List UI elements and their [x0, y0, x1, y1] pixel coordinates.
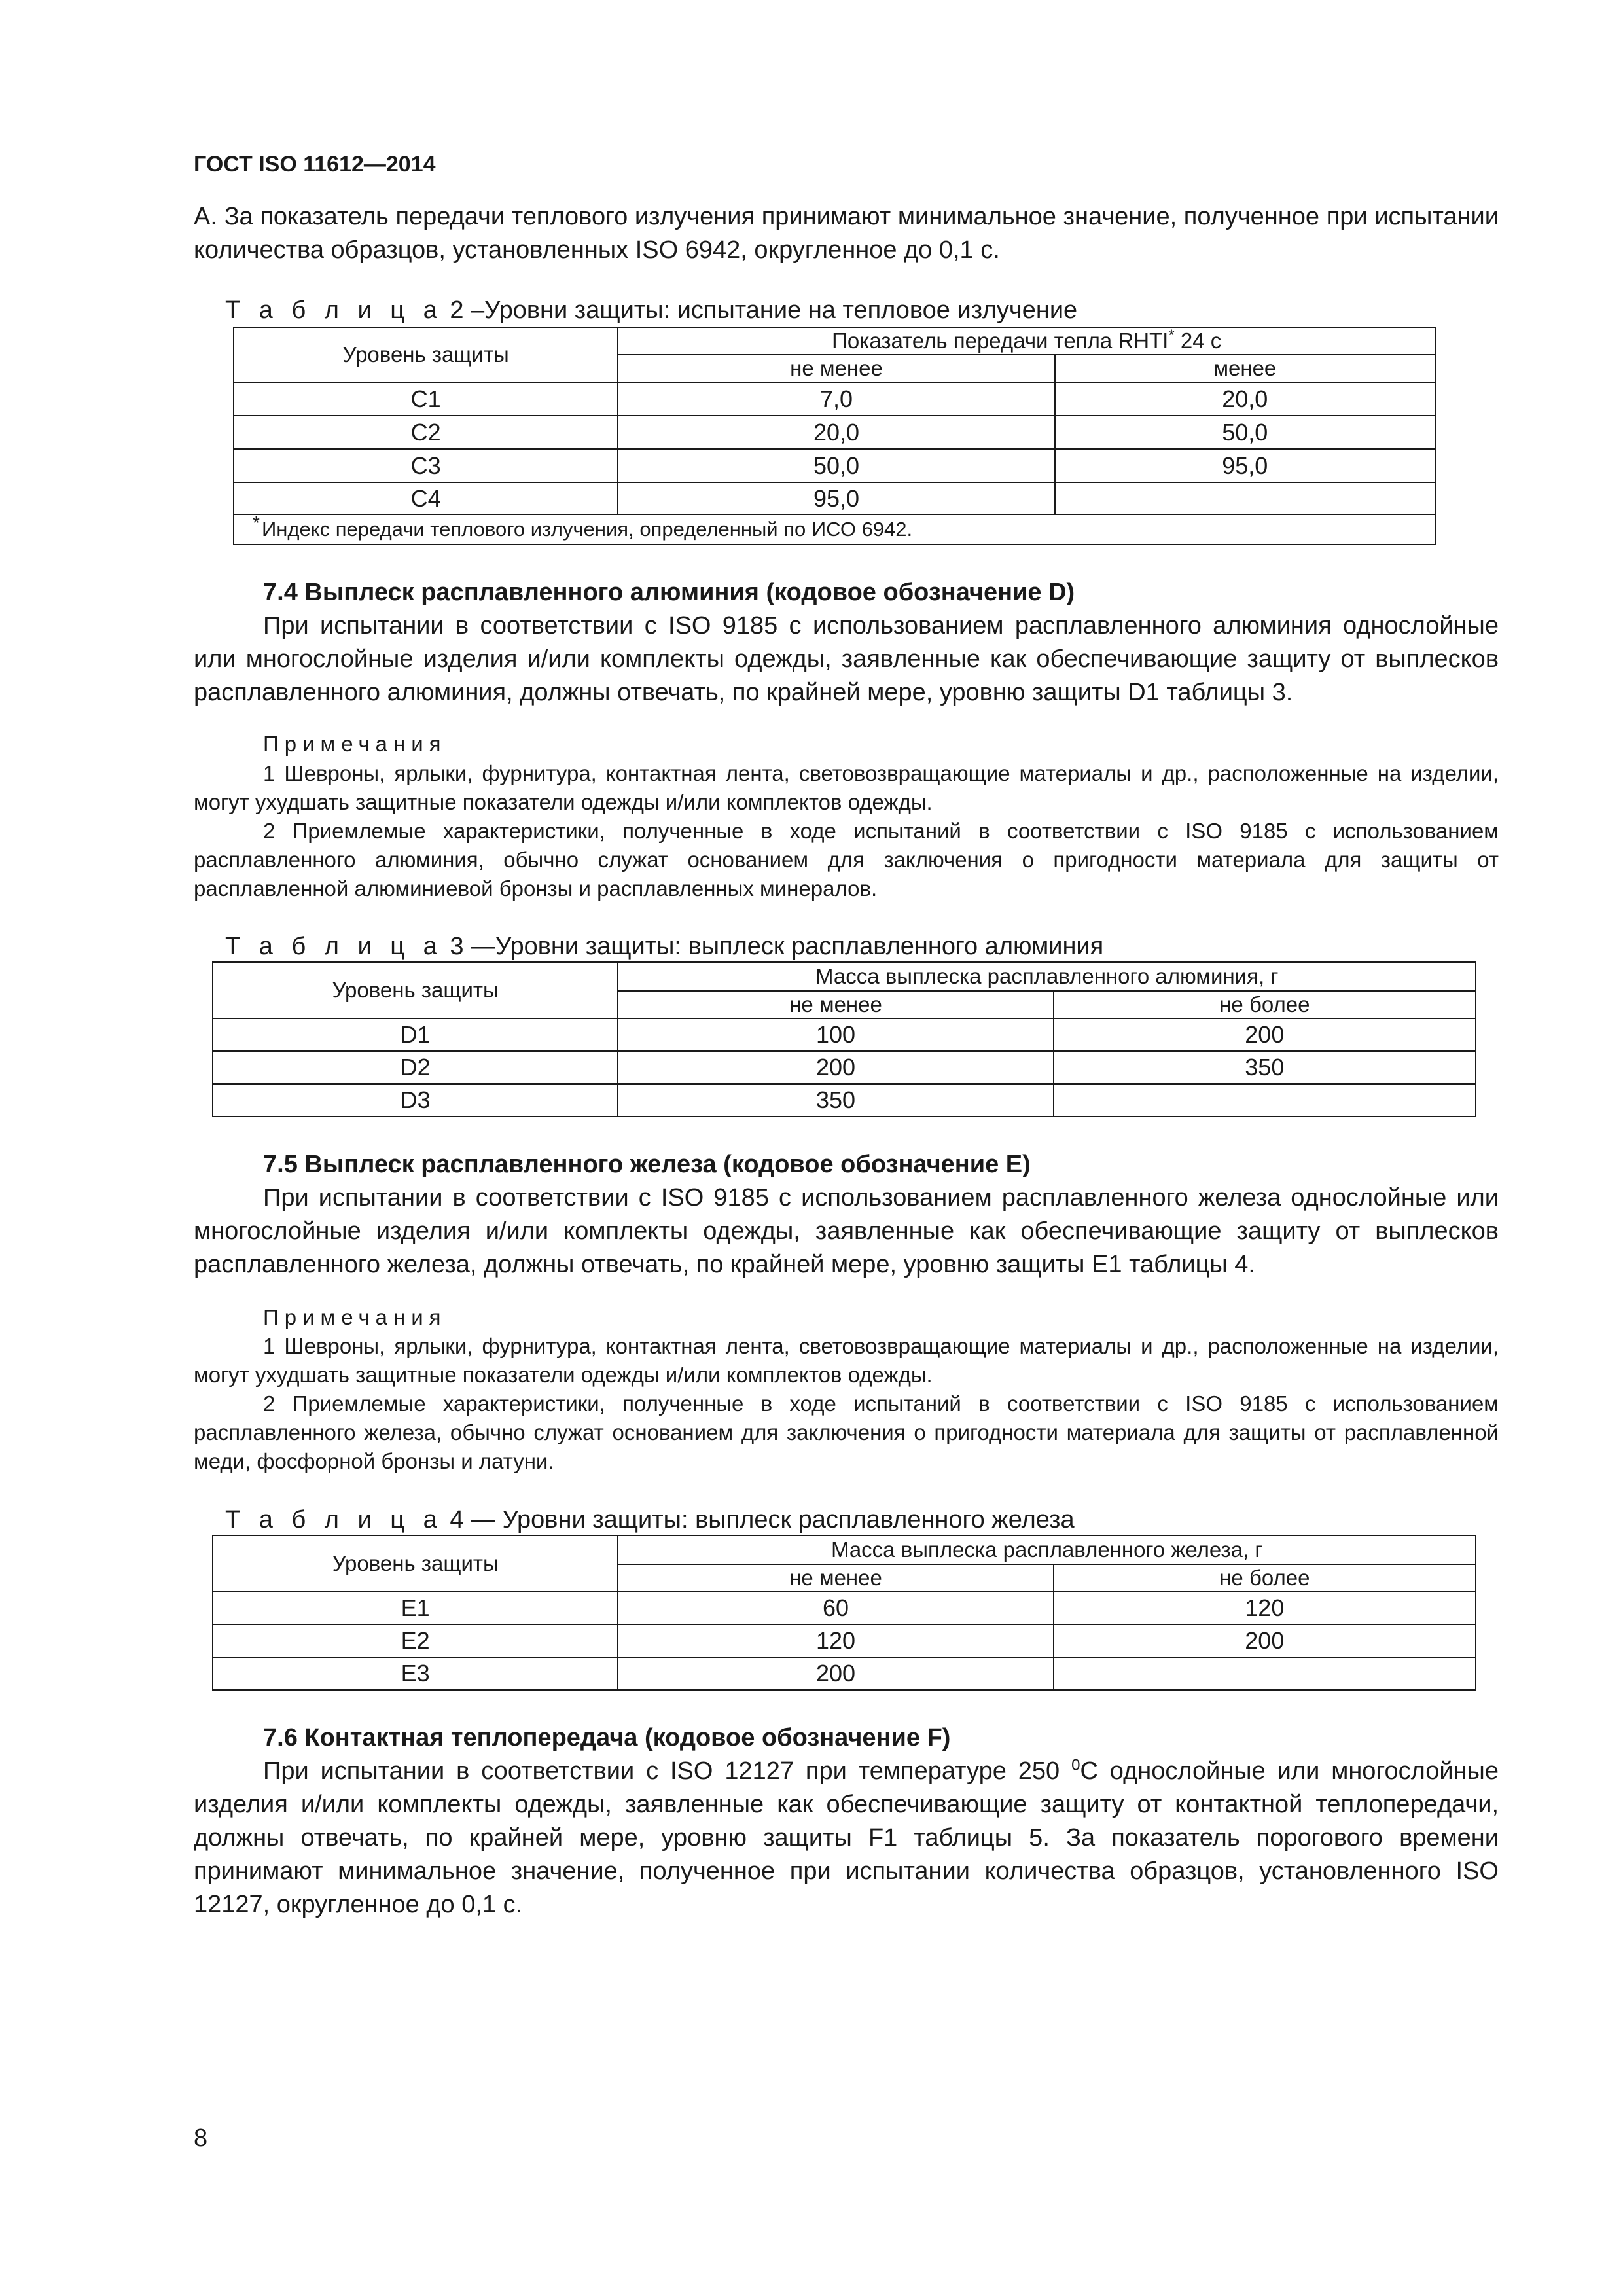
page-number: 8: [194, 2125, 208, 2152]
table2-cell-level: C2: [234, 416, 618, 449]
note-1: 1 Шевроны, ярлыки, фурнитура, контактная лента, световозвращающие материалы и др., расположенные на изделии, могут ухудшать защитные показатели одежды и/или комплектов одежды.: [194, 1334, 1499, 1387]
table3-caption-rest: 3 —Уровни защиты: выплеск расплавленного алюминия: [442, 933, 1104, 960]
table3-cell-min: 350: [618, 1084, 1053, 1117]
table2-cell-min: 95,0: [618, 482, 1054, 514]
table3-header-max: не более: [1054, 991, 1476, 1018]
table-row: [234, 482, 1435, 514]
document-header: ГОСТ ISO 11612—2014: [194, 152, 436, 177]
table2-header-max: менее: [1055, 355, 1435, 382]
section-7-5-text: При испытании в соответствии с ISO 9185 с использованием расплавленного железа однослойные или многослойные изделия и/или комплекты одежды, заявленные как обеспечивающие защиту от выплесков расплавленного железа, должны отвечать, по крайней мере, уровню защиты E1 таблицы 4.: [194, 1184, 1499, 1278]
table3-cell-max: [1054, 1084, 1476, 1117]
table-row: [213, 1051, 1476, 1084]
table3-cell-level: D2: [213, 1051, 618, 1084]
table-row: [234, 416, 1435, 449]
table3: [212, 961, 1476, 1117]
table3-header-group: Масса выплеска расплавленного алюминия, г: [618, 962, 1476, 991]
table2-cell-min: 7,0: [618, 382, 1054, 416]
table3-cell-level: D3: [213, 1084, 618, 1117]
section-7-6-heading: 7.6 Контактная теплопередача (кодовое обозначение F): [263, 1724, 951, 1751]
section-7-6-text-b: С однослойные или многослойные изделия и/или комплекты одежды, заявленные как обеспечивающие защиту от контактной теплопередачи, должны отвечать, по крайней мере, уровню защиты F1 таблицы 5. За показатель порогового времени принимают минимальное значение, полученное при испытании количества образцов, установленного ISO 12127, округленное до 0,1 с.: [194, 1757, 1499, 1918]
table2-header-level: Уровень защиты: [234, 327, 618, 382]
table2-footnote-text: Индекс передачи теплового излучения, определенный по ИСО 6942.: [262, 518, 913, 541]
degree-superscript: 0: [1071, 1756, 1080, 1774]
section-7-5-heading: 7.5 Выплеск расплавленного железа (кодовое обозначение E): [263, 1151, 1031, 1178]
table-row: [213, 1084, 1476, 1117]
table2-cell-max: 50,0: [1055, 416, 1435, 449]
table2-cell-min: 50,0: [618, 449, 1054, 482]
table2-header-min: не менее: [618, 355, 1054, 382]
table2-cell-level: C4: [234, 482, 618, 514]
intro-paragraph: А. За показатель передачи теплового излучения принимают минимальное значение, полученное при испытании количества образцов, установленных ISO 6942, округленное до 0,1 с.: [194, 203, 1499, 264]
table3-cell-max: 200: [1054, 1018, 1476, 1051]
section-7-6-text-a: При испытании в соответствии с ISO 12127 при температуре 250: [263, 1757, 1072, 1785]
table4: [212, 1535, 1476, 1691]
table2-caption-prefix: Т а б л и ц а: [225, 296, 443, 324]
table4-header-level: Уровень защиты: [213, 1535, 618, 1592]
table3-header-level: Уровень защиты: [213, 962, 618, 1018]
section-7-6-text: [194, 1755, 1499, 1922]
table2-cell-min: 20,0: [618, 416, 1054, 449]
note-2: 2 Приемлемые характеристики, полученные в ходе испытаний в соответствии с ISO 9185 с использованием расплавленного алюминия, обычно служат основанием для заключения о пригодности материала для защиты от расплавленной алюминиевой бронзы и расплавленных минералов.: [194, 819, 1499, 901]
table-row: [213, 1018, 1476, 1051]
table2-header-group-unit: 24 с: [1174, 329, 1222, 353]
table-row: [213, 1657, 1476, 1690]
table2-cell-max: 95,0: [1055, 449, 1435, 482]
table2: [233, 327, 1436, 545]
table-row: [234, 449, 1435, 482]
table4-cell-max: 200: [1054, 1624, 1476, 1657]
table-row: [213, 1624, 1476, 1657]
table4-cell-max: [1054, 1657, 1476, 1690]
table4-cell-level: E1: [213, 1592, 618, 1624]
table4-cell-min: 120: [618, 1624, 1053, 1657]
notes-title: Примечания: [263, 1305, 447, 1329]
table3-cell-min: 200: [618, 1051, 1053, 1084]
table4-caption-rest: 4 — Уровни защиты: выплеск расплавленного железа: [442, 1506, 1075, 1534]
section-7-4-heading: 7.4 Выплеск расплавленного алюминия (кодовое обозначение D): [263, 579, 1075, 606]
table2-header-star: *: [1168, 327, 1175, 344]
table4-header-max: не более: [1054, 1564, 1476, 1592]
note-2: 2 Приемлемые характеристики, полученные в ходе испытаний в соответствии с ISO 9185 с использованием расплавленного железа, обычно служат основанием для заключения о пригодности материала для защиты от расплавленной меди, фосфорной бронзы и латуни.: [194, 1391, 1499, 1473]
table2-footnote: [234, 514, 1435, 545]
table2-header-group-text: Показатель передачи тепла RHTI: [832, 329, 1169, 353]
table4-caption-prefix: Т а б л и ц а: [225, 1506, 443, 1534]
table4-header-min: не менее: [618, 1564, 1053, 1592]
table4-cell-min: 60: [618, 1592, 1053, 1624]
table3-caption: [225, 932, 1103, 961]
table4-header-group: Масса выплеска расплавленного железа, г: [618, 1535, 1476, 1564]
table3-cell-max: 350: [1054, 1051, 1476, 1084]
note-1: 1 Шевроны, ярлыки, фурнитура, контактная лента, световозвращающие материалы и др., расположенные на изделии, могут ухудшать защитные показатели одежды и/или комплектов одежды.: [194, 761, 1499, 814]
table2-caption-rest: 2 –Уровни защиты: испытание на тепловое излучение: [442, 296, 1078, 324]
table2-cell-max: [1055, 482, 1435, 514]
table4-cell-level: E3: [213, 1657, 618, 1690]
table2-cell-level: C1: [234, 382, 618, 416]
footnote-star: *: [253, 512, 260, 533]
table2-header-group: [618, 327, 1435, 355]
table-row: [213, 1592, 1476, 1624]
table3-caption-prefix: Т а б л и ц а: [225, 933, 443, 960]
section-7-4-text: При испытании в соответствии с ISO 9185 с использованием расплавленного алюминия однослойные или многослойные изделия и/или комплекты одежды, заявленные как обеспечивающие защиту от выплесков расплавленного алюминия, должны отвечать, по крайней мере, уровню защиты D1 таблицы 3.: [194, 612, 1499, 706]
table-row: [234, 382, 1435, 416]
table3-cell-level: D1: [213, 1018, 618, 1051]
table2-cell-max: 20,0: [1055, 382, 1435, 416]
table4-cell-min: 200: [618, 1657, 1053, 1690]
table4-caption: [225, 1505, 1075, 1534]
table2-cell-level: C3: [234, 449, 618, 482]
table4-cell-level: E2: [213, 1624, 618, 1657]
table3-header-min: не менее: [618, 991, 1053, 1018]
table3-cell-min: 100: [618, 1018, 1053, 1051]
table4-cell-max: 120: [1054, 1592, 1476, 1624]
table2-caption: [225, 296, 1077, 325]
notes-title: Примечания: [263, 732, 447, 756]
